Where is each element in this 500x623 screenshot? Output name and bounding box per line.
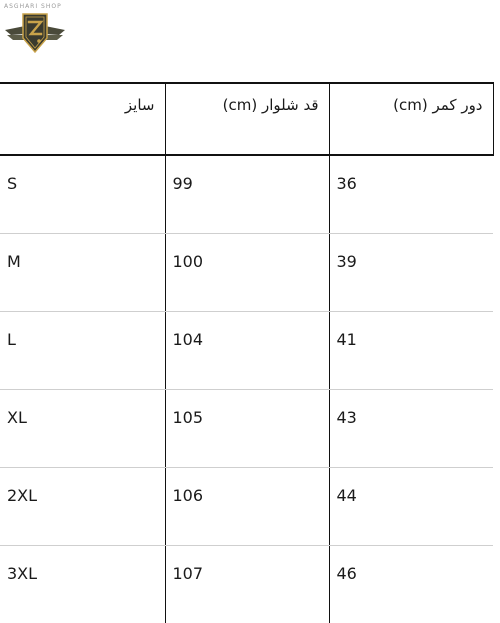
header-size: سایز [0,83,165,155]
shield-wings-logo-icon [3,4,67,56]
table-header-row [0,83,493,155]
waist-cell: 41 [329,312,493,390]
length-cell: 105 [165,390,329,468]
shop-logo [3,4,67,56]
length-cell: 104 [165,312,329,390]
size-cell: M [0,234,165,312]
table-row [0,312,493,390]
length-cell: 100 [165,234,329,312]
table-row [0,468,493,546]
waist-cell: 39 [329,234,493,312]
table-row [0,234,493,312]
waist-cell: 46 [329,546,493,623]
length-cell: 106 [165,468,329,546]
waist-cell: 43 [329,390,493,468]
shop-name: ASGHARI SHOP [4,3,62,10]
waist-cell: 44 [329,468,493,546]
waist-cell: 36 [329,155,493,234]
size-cell: 2XL [0,468,165,546]
size-cell: 3XL [0,546,165,623]
size-cell: XL [0,390,165,468]
table-row [0,390,493,468]
table-row [0,155,493,234]
size-chart-table [0,82,494,623]
length-cell: 99 [165,155,329,234]
length-cell: 107 [165,546,329,623]
header-waist: دور کمر (cm) [329,83,493,155]
size-cell: L [0,312,165,390]
size-cell: S [0,155,165,234]
header-pants-length: قد شلوار (cm) [165,83,329,155]
table-row [0,546,493,623]
